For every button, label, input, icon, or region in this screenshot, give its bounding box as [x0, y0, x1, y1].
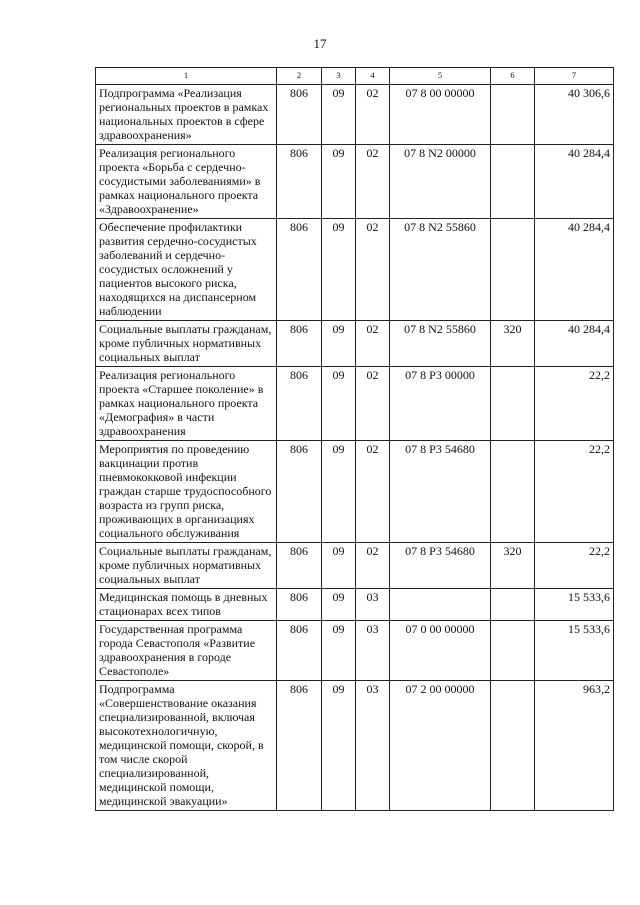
row-target-article-cell: 07 8 N2 55860 [390, 219, 491, 321]
row-subsection-code-cell: 02 [356, 321, 390, 367]
row-section-code-cell: 09 [322, 543, 356, 589]
row-section-code-cell: 09 [322, 681, 356, 811]
row-target-article-cell: 07 8 P3 54680 [390, 543, 491, 589]
table-row [96, 145, 614, 219]
row-amount-cell: 15 533,6 [535, 589, 614, 621]
row-name-cell: Подпрограмма «Реализация региональных проектов в рамках национальных проектов в сфере здравоохранения» [96, 85, 277, 145]
row-subsection-code-cell: 02 [356, 145, 390, 219]
table-row [96, 219, 614, 321]
header-col-5: 5 [390, 68, 491, 85]
table-row [96, 441, 614, 543]
row-expense-type-cell [491, 219, 535, 321]
table-row [96, 589, 614, 621]
row-ministry-code-cell: 806 [277, 219, 322, 321]
row-name-cell: Обеспечение профилактики развития сердечно-сосудистых заболеваний и сердечно-сосудистых осложнений у пациентов высокого риска, находящихся на диспансерном наблюдении [96, 219, 277, 321]
row-expense-type-cell [491, 681, 535, 811]
row-name-cell: Реализация регионального проекта «Борьба с сердечно-сосудистыми заболеваниями» в рамках национального проекта «Здравоохранение» [96, 145, 277, 219]
row-target-article-cell: 07 8 N2 55860 [390, 321, 491, 367]
row-ministry-code-cell: 806 [277, 321, 322, 367]
row-section-code-cell: 09 [322, 589, 356, 621]
header-col-4: 4 [356, 68, 390, 85]
row-subsection-code-cell: 02 [356, 367, 390, 441]
row-amount-cell: 40 306,6 [535, 85, 614, 145]
row-target-article-cell: 07 8 P3 00000 [390, 367, 491, 441]
header-col-2: 2 [277, 68, 322, 85]
header-col-7: 7 [535, 68, 614, 85]
row-expense-type-cell [491, 145, 535, 219]
row-section-code-cell: 09 [322, 219, 356, 321]
table-row [96, 367, 614, 441]
row-ministry-code-cell: 806 [277, 589, 322, 621]
row-ministry-code-cell: 806 [277, 543, 322, 589]
row-section-code-cell: 09 [322, 621, 356, 681]
row-ministry-code-cell: 806 [277, 681, 322, 811]
row-ministry-code-cell: 806 [277, 441, 322, 543]
row-subsection-code-cell: 03 [356, 621, 390, 681]
row-amount-cell: 22,2 [535, 367, 614, 441]
row-target-article-cell: 07 2 00 00000 [390, 681, 491, 811]
row-target-article-cell: 07 8 00 00000 [390, 85, 491, 145]
row-subsection-code-cell: 02 [356, 219, 390, 321]
table-row [96, 85, 614, 145]
table-body [96, 85, 614, 811]
row-ministry-code-cell: 806 [277, 621, 322, 681]
row-expense-type-cell: 320 [491, 543, 535, 589]
table-row [96, 543, 614, 589]
row-ministry-code-cell: 806 [277, 145, 322, 219]
row-section-code-cell: 09 [322, 367, 356, 441]
row-amount-cell: 22,2 [535, 441, 614, 543]
header-row [96, 68, 614, 85]
row-subsection-code-cell: 02 [356, 441, 390, 543]
row-amount-cell: 15 533,6 [535, 621, 614, 681]
row-name-cell: Государственная программа города Севастополя «Развитие здравоохранения в городе Севастополе» [96, 621, 277, 681]
row-expense-type-cell [491, 441, 535, 543]
header-col-3: 3 [322, 68, 356, 85]
row-name-cell: Социальные выплаты гражданам, кроме публичных нормативных социальных выплат [96, 543, 277, 589]
row-expense-type-cell [491, 367, 535, 441]
row-expense-type-cell [491, 589, 535, 621]
table-row [96, 321, 614, 367]
row-subsection-code-cell: 03 [356, 681, 390, 811]
row-amount-cell: 963,2 [535, 681, 614, 811]
row-expense-type-cell [491, 621, 535, 681]
row-name-cell: Социальные выплаты гражданам, кроме публичных нормативных социальных выплат [96, 321, 277, 367]
row-ministry-code-cell: 806 [277, 367, 322, 441]
table-row [96, 621, 614, 681]
row-name-cell: Медицинская помощь в дневных стационарах всех типов [96, 589, 277, 621]
row-amount-cell: 40 284,4 [535, 219, 614, 321]
row-amount-cell: 40 284,4 [535, 145, 614, 219]
row-subsection-code-cell: 02 [356, 543, 390, 589]
page-number: 17 [313, 36, 327, 51]
row-expense-type-cell: 320 [491, 321, 535, 367]
row-section-code-cell: 09 [322, 321, 356, 367]
row-target-article-cell: 07 8 N2 00000 [390, 145, 491, 219]
row-amount-cell: 22,2 [535, 543, 614, 589]
header-col-6: 6 [491, 68, 535, 85]
row-expense-type-cell [491, 85, 535, 145]
row-subsection-code-cell: 02 [356, 85, 390, 145]
row-ministry-code-cell: 806 [277, 85, 322, 145]
row-target-article-cell [390, 589, 491, 621]
row-section-code-cell: 09 [322, 145, 356, 219]
row-name-cell: Реализация регионального проекта «Старшее поколение» в рамках национального проекта «Демография» в части здравоохранения [96, 367, 277, 441]
table-row [96, 681, 614, 811]
row-target-article-cell: 07 0 00 00000 [390, 621, 491, 681]
row-target-article-cell: 07 8 P3 54680 [390, 441, 491, 543]
budget-table [95, 67, 614, 811]
row-amount-cell: 40 284,4 [535, 321, 614, 367]
header-col-1: 1 [96, 68, 277, 85]
row-section-code-cell: 09 [322, 441, 356, 543]
row-section-code-cell: 09 [322, 85, 356, 145]
row-subsection-code-cell: 03 [356, 589, 390, 621]
row-name-cell: Подпрограмма «Совершенствование оказания специализированной, включая высокотехнологичную, медицинской помощи, скорой, в том числе скорой специализированной, медицинской помощи, медицинской эвакуации» [96, 681, 277, 811]
row-name-cell: Мероприятия по проведению вакцинации против пневмококковой инфекции граждан старше трудоспособного возраста из групп риска, проживающих в организациях социального обслуживания [96, 441, 277, 543]
